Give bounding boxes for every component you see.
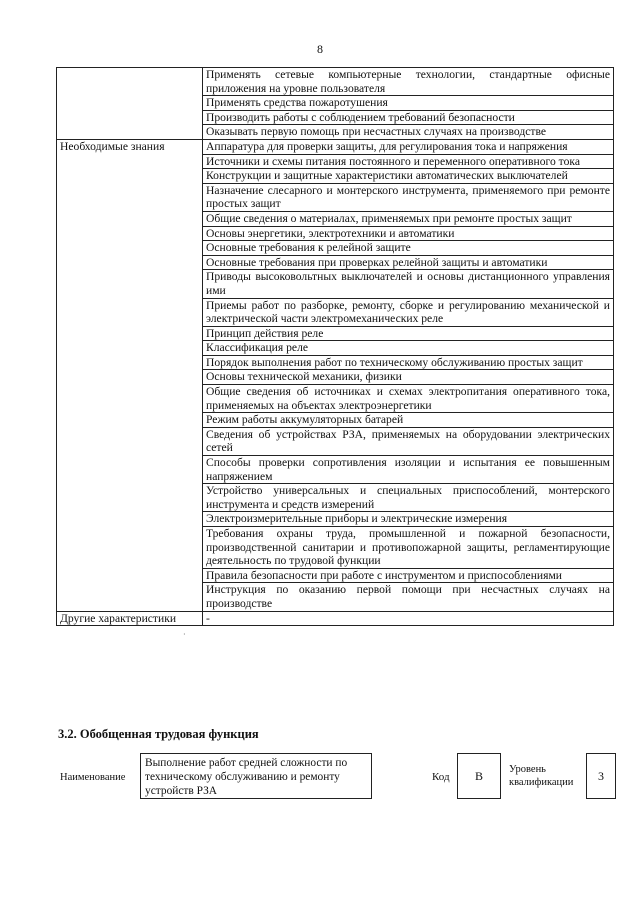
row-group-label: Другие характеристики [57, 611, 203, 626]
row-text: Приводы высоковольтных выключателей и основы дистанционного управления ими [203, 270, 614, 298]
row-group-label: Необходимые знания [57, 139, 203, 611]
name-value-box: Выполнение работ средней сложности по техническому обслуживанию и ремонту устройств РЗА [140, 753, 372, 799]
code-label: Код [432, 771, 450, 783]
row-text: Инструкция по оказанию первой помощи при несчастных случаях на производстве [203, 583, 614, 611]
row-text: Электроизмерительные приборы и электрические измерения [203, 512, 614, 527]
row-text: Общие сведения о материалах, применяемых при ремонте простых защит [203, 211, 614, 226]
row-text: Порядок выполнения работ по техническому обслуживанию простых защит [203, 355, 614, 370]
row-text: Классификация реле [203, 341, 614, 356]
requirements-table [56, 67, 614, 626]
row-text: Источники и схемы питания постоянного и переменного оперативного тока [203, 154, 614, 169]
level-value-box: 3 [586, 753, 616, 799]
level-label-line2: квалификации [509, 777, 574, 788]
table-row [57, 611, 614, 626]
row-text: Правила безопасности при работе с инструментом и приспособлениями [203, 568, 614, 583]
name-label: Наименование [60, 772, 126, 783]
row-text: Применять средства пожаротушения [203, 96, 614, 111]
row-text: Основы энергетики, электротехники и автоматики [203, 226, 614, 241]
row-text: Принцип действия реле [203, 326, 614, 341]
page-number: 8 [317, 42, 323, 56]
row-text: - [203, 611, 614, 626]
row-group-label [57, 68, 203, 140]
row-text: Основные требования к релейной защите [203, 241, 614, 256]
row-text: Общие сведения об источниках и схемах электропитания оперативного тока, применяемых на объектах электроэнергетики [203, 385, 614, 413]
row-text: Конструкции и защитные характеристики автоматических выключателей [203, 169, 614, 184]
row-text: Приемы работ по разборке, ремонту, сборке и регулированию механической и электрической части электромеханических реле [203, 298, 614, 326]
row-text: Основы технической механики, физики [203, 370, 614, 385]
table-row [57, 68, 614, 96]
requirements-table-body [57, 68, 614, 626]
row-text: Производить работы с соблюдением требований безопасности [203, 110, 614, 125]
level-label [509, 763, 573, 789]
row-text: Требования охраны труда, промышленной и пожарной безопасности, производственной санитарии и противопожарной защиты, регламентирующие деятельность по трудовой функции [203, 527, 614, 569]
row-text: Способы проверки сопротивления изоляции и испытания ее повышенным напряжением [203, 456, 614, 484]
row-text: Основные требования при проверках релейной защиты и автоматики [203, 255, 614, 270]
row-text: Аппаратура для проверки защиты, для регулирования тока и напряжения [203, 139, 614, 154]
row-text: Режим работы аккумуляторных батарей [203, 413, 614, 428]
row-text: Применять сетевые компьютерные технологии, стандартные офисные приложения на уровне пользователя [203, 68, 614, 96]
scan-dot-mark: · [183, 630, 186, 639]
row-text: Устройство универсальных и специальных приспособлений, монтерского инструмента и средств измерений [203, 484, 614, 512]
code-value-box: В [457, 753, 501, 799]
function-info-row [58, 750, 618, 802]
row-text: Сведения об устройствах РЗА, применяемых на оборудовании электрических сетей [203, 427, 614, 455]
level-label-line1: Уровень [509, 764, 546, 775]
row-text: Оказывать первую помощь при несчастных случаях на производстве [203, 125, 614, 140]
row-text: Назначение слесарного и монтерского инструмента, применяемого при ремонте простых защит [203, 183, 614, 211]
section-title: 3.2. Обобщенная трудовая функция [58, 727, 259, 741]
table-row [57, 139, 614, 154]
